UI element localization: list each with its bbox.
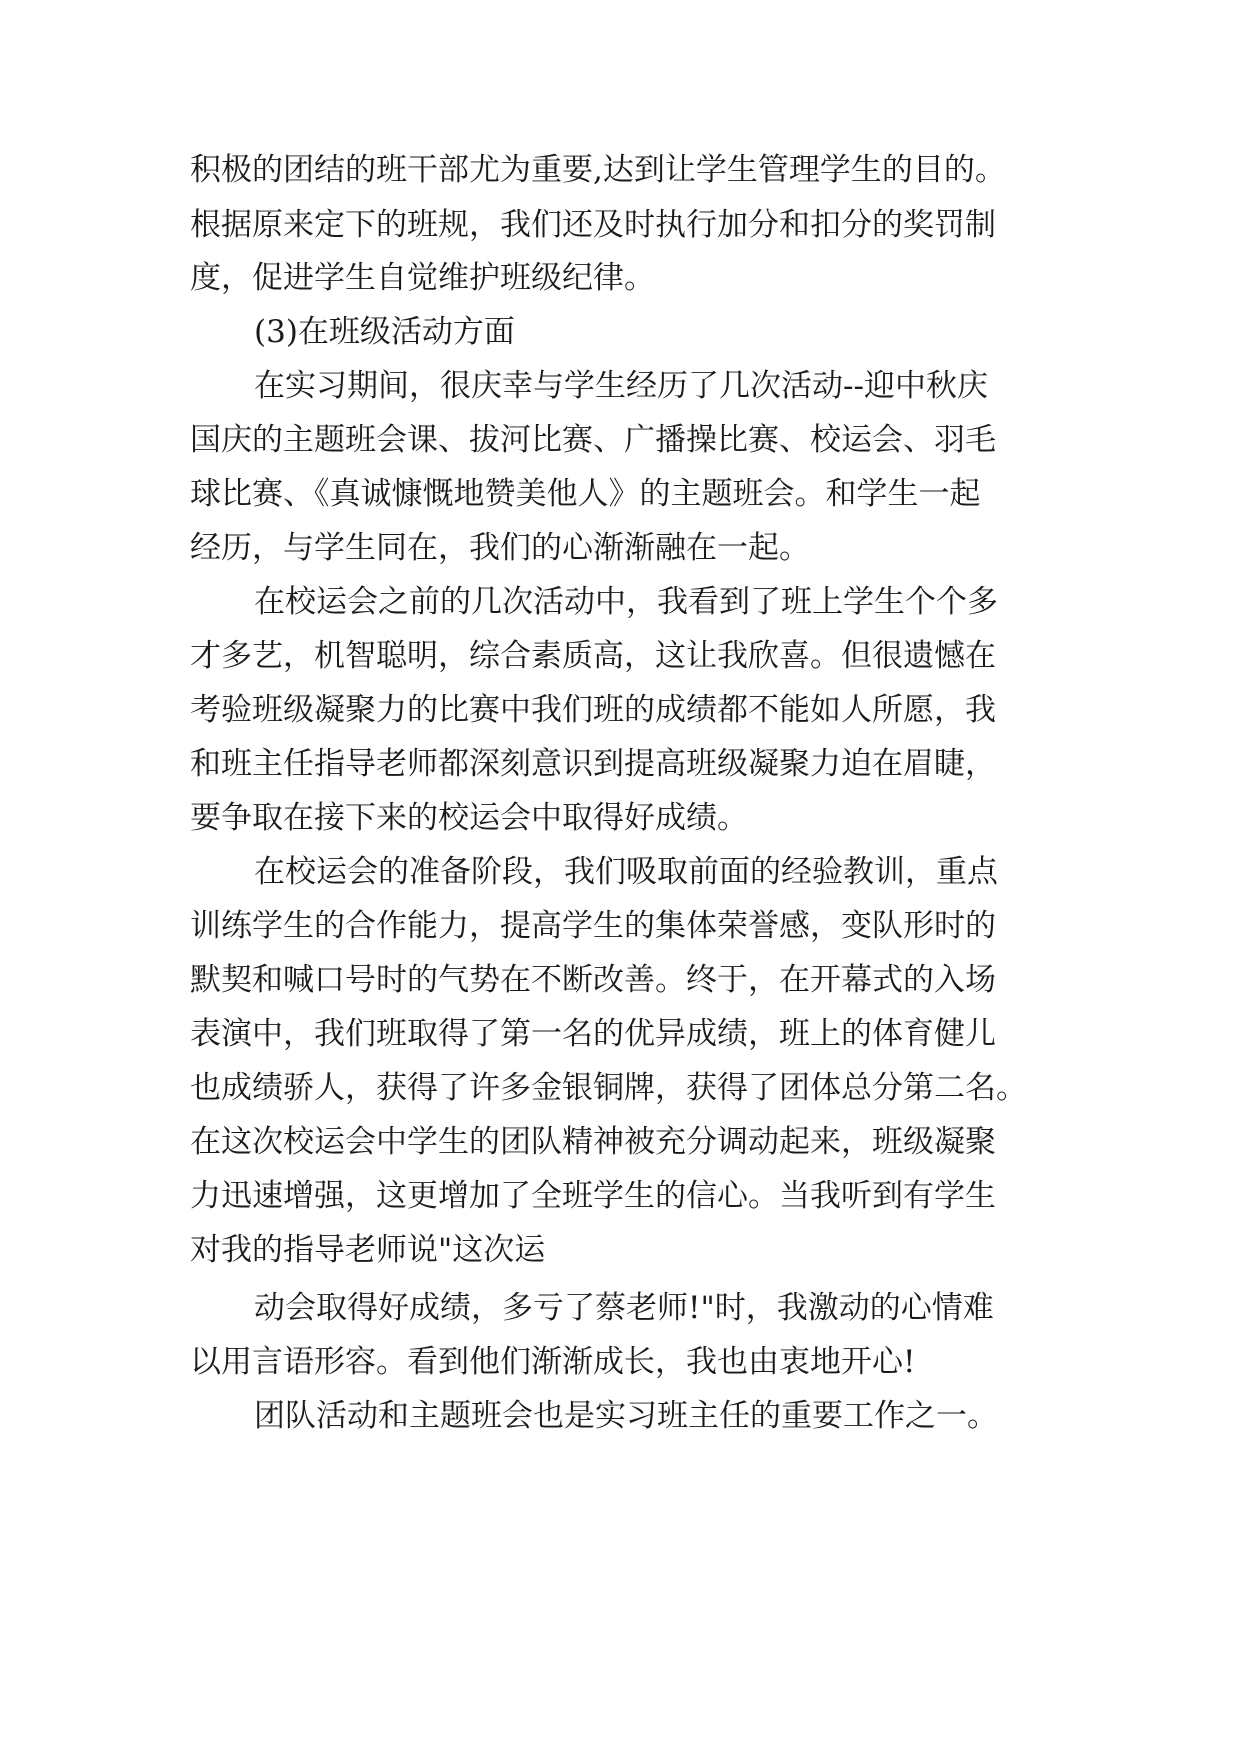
- text-line: 经历，与学生同在，我们的心渐渐融在一起。: [190, 530, 810, 566]
- text-line: 才多艺，机智聪明，综合素质高，这让我欣喜。但很遗憾在: [190, 638, 996, 674]
- text-line: 在实习期间，很庆幸与学生经历了几次活动--迎中秋庆: [254, 368, 988, 404]
- text-line: 训练学生的合作能力，提高学生的集体荣誉感，变队形时的: [190, 908, 996, 944]
- section-heading: (3)在班级活动方面: [254, 314, 515, 350]
- text-line: 力迅速增强，这更增加了全班学生的信心。当我听到有学生: [190, 1178, 996, 1214]
- text-line: 球比赛、《真诚慷慨地赞美他人》的主题班会。和学生一起: [190, 476, 981, 512]
- text-line: 根据原来定下的班规，我们还及时执行加分和扣分的奖罚制: [190, 207, 996, 243]
- text-line: 要争取在接下来的校运会中取得好成绩。: [190, 800, 748, 836]
- text-line: 表演中，我们班取得了第一名的优异成绩，班上的体育健儿: [190, 1016, 996, 1052]
- text-line: 度，促进学生自觉维护班级纪律。: [190, 260, 655, 296]
- text-line: 在校运会的准备阶段，我们吸取前面的经验教训，重点: [254, 854, 998, 890]
- text-line: 默契和喊口号时的气势在不断改善。终于，在开幕式的入场: [190, 962, 996, 998]
- text-line: 和班主任指导老师都深刻意识到提高班级凝聚力迫在眉睫，: [190, 746, 996, 782]
- text-line: 国庆的主题班会课、拔河比赛、广播操比赛、校运会、羽毛: [190, 422, 996, 458]
- text-line: 在这次校运会中学生的团队精神被充分调动起来，班级凝聚: [190, 1124, 996, 1160]
- text-line: 在校运会之前的几次活动中，我看到了班上学生个个多: [254, 584, 998, 620]
- text-line: 以用言语形容。看到他们渐渐成长，我也由衷地开心!: [190, 1344, 916, 1380]
- text-line: 动会取得好成绩，多亏了蔡老师!"时，我激动的心情难: [254, 1290, 994, 1326]
- text-line: 也成绩骄人，获得了许多金银铜牌，获得了团体总分第二名。: [190, 1070, 1027, 1106]
- text-line: 积极的团结的班干部尤为重要,达到让学生管理学生的目的。: [190, 152, 1006, 188]
- text-line: 团队活动和主题班会也是实习班主任的重要工作之一。: [254, 1398, 998, 1434]
- text-line: 考验班级凝聚力的比赛中我们班的成绩都不能如人所愿，我: [190, 692, 996, 728]
- text-line: 对我的指导老师说"这次运: [190, 1232, 546, 1268]
